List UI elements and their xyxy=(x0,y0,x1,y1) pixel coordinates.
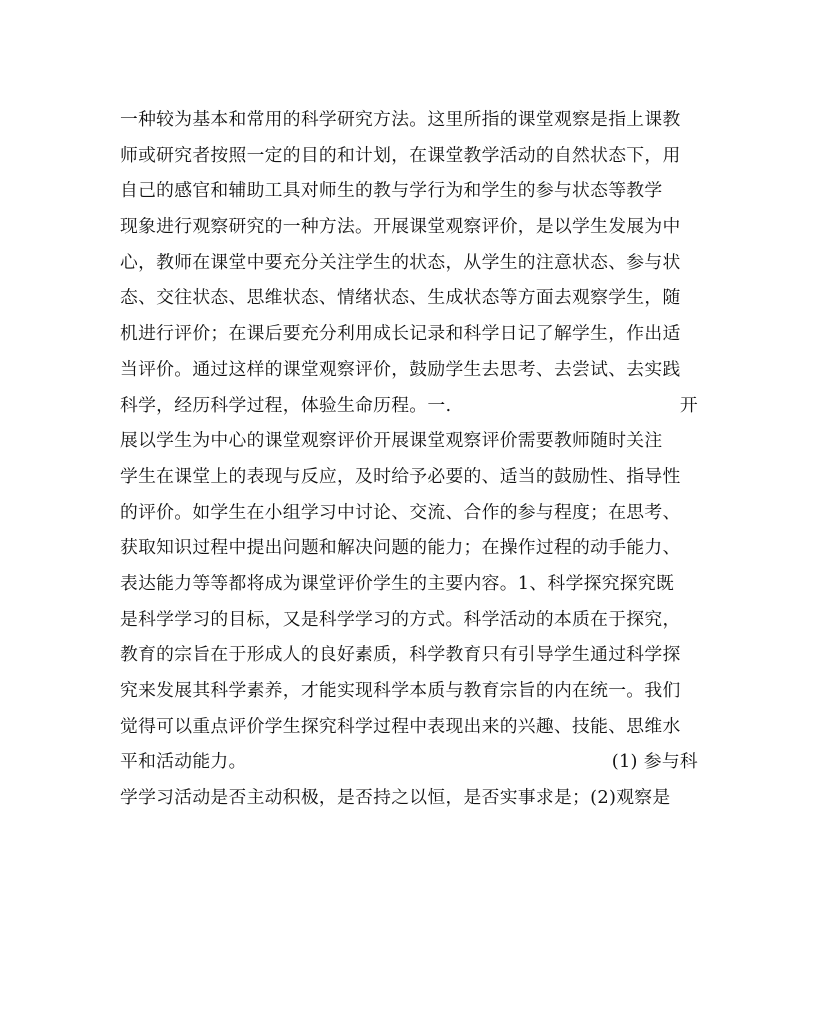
text-line: 是科学学习的目标，又是科学学习的方式。科学活动的本质在于探究， xyxy=(120,608,681,630)
text-line: 师或研究者按照一定的目的和计划，在课堂教学活动的自然状态下，用 xyxy=(120,144,681,166)
text-line: 态、交往状态、思维状态、情绪状态、生成状态等方面去观察学生，随 xyxy=(120,287,681,309)
text-line-left: 平和活动能力。 xyxy=(120,751,247,773)
text-line-right: 开 xyxy=(679,394,698,416)
text-line: 自己的感官和辅助工具对师生的教与学行为和学生的参与状态等教学 xyxy=(120,180,663,202)
text-line xyxy=(120,388,698,424)
text-line: 展以学生为中心的课堂观察评价开展课堂观察评价需要教师随时关注 xyxy=(120,430,663,452)
text-line: 表达能力等等都将成为课堂评价学生的主要内容。1、科学探究探究既 xyxy=(120,572,675,594)
body-text xyxy=(120,102,698,816)
text-line: 心，教师在课堂中要充分关注学生的状态，从学生的注意状态、参与状 xyxy=(120,251,681,273)
text-line-left: 科学，经历科学过程，体验生命历程。一. xyxy=(120,394,452,416)
text-line: 获取知识过程中提出问题和解决问题的能力；在操作过程的动手能力、 xyxy=(120,537,681,559)
text-line: 一种较为基本和常用的科学研究方法。这里所指的课堂观察是指上课教 xyxy=(120,109,681,130)
text-line: 学生在课堂上的表现与反应，及时给予必要的、适当的鼓励性、指导性 xyxy=(120,465,681,487)
text-line xyxy=(120,744,698,780)
text-line: 教育的宗旨在于形成人的良好素质，科学教育只有引导学生通过科学探 xyxy=(120,644,681,666)
text-line-right: (1) 参与科 xyxy=(611,751,698,773)
text-line: 机进行评价；在课后要充分利用成长记录和科学日记了解学生，作出适 xyxy=(120,323,681,345)
text-line: 现象进行观察研究的一种方法。开展课堂观察评价，是以学生发展为中 xyxy=(120,216,681,238)
text-line: 的评价。如学生在小组学习中讨论、交流、合作的参与程度；在思考、 xyxy=(120,501,681,523)
text-line: 究来发展其科学素养，才能实现科学本质与教育宗旨的内在统一。我们 xyxy=(120,680,681,701)
text-line: 当评价。通过这样的课堂观察评价，鼓励学生去思考、去尝试、去实践 xyxy=(120,358,681,380)
text-line: 觉得可以重点评价学生探究科学过程中表现出来的兴趣、技能、思维水 xyxy=(120,715,681,737)
text-line: 学学习活动是否主动积极，是否持之以恒，是否实事求是；(2)观察是 xyxy=(120,787,671,809)
